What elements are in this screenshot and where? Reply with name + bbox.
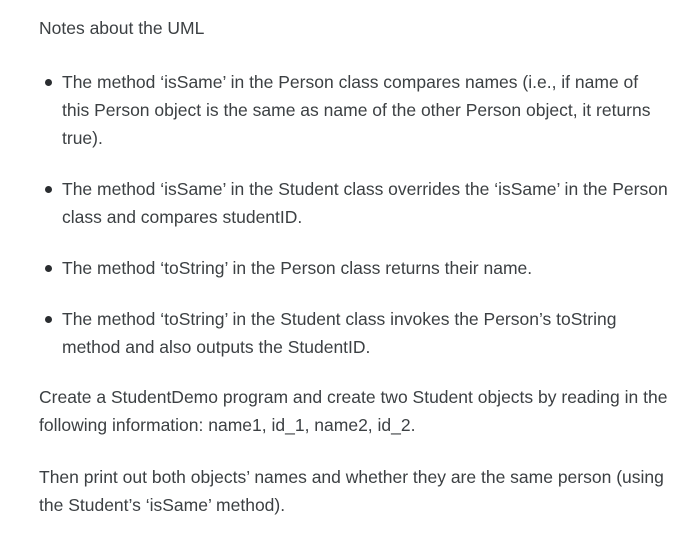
uml-notes-list [39,68,670,361]
bullet-icon [45,265,52,272]
note-item-issame-person [39,68,670,152]
note-item-tostring-person [39,254,670,282]
instruction-create-program: Create a StudentDemo program and create two Student objects by reading in the following information: name1, id_1, name2, id_2. [39,387,668,435]
note-text: The method ‘toString’ in the Student class invokes the Person’s toString method and also outputs the StudentID. [62,309,617,357]
note-text: The method ‘isSame’ in the Student class overrides the ‘isSame’ in the Person class and compares studentID. [62,179,668,227]
notes-heading: Notes about the UML [39,18,205,38]
note-text: The method ‘toString’ in the Person class returns their name. [62,258,533,278]
bullet-icon [45,79,52,86]
instruction-print-output: Then print out both objects’ names and whether they are the same person (using the Student’s ‘isSame’ method). [39,467,664,515]
note-text: The method ‘isSame’ in the Person class compares names (i.e., if name of this Person object is the same as name of the other Person object, it returns true). [62,72,651,148]
bullet-icon [45,316,52,323]
bullet-icon [45,186,52,193]
note-item-tostring-student [39,305,670,361]
note-item-issame-student [39,175,670,231]
